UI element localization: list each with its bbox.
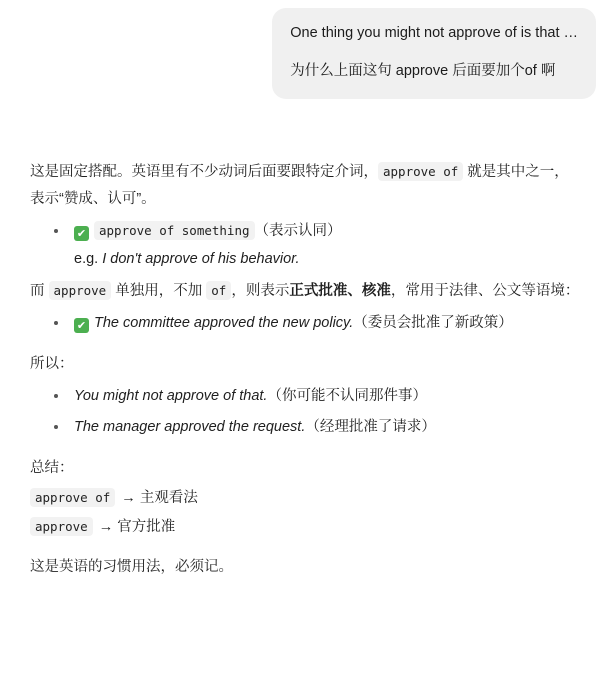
middle-code-of: of xyxy=(206,281,231,300)
summary-text-2: 官方批准 xyxy=(117,519,176,536)
so-heading: 所以： xyxy=(30,356,74,373)
check-icon: ✔ xyxy=(74,226,89,241)
summary-code-approve-of: approve of xyxy=(30,488,115,507)
intro-code-approve-of: approve of xyxy=(378,162,463,181)
summary-row-1 xyxy=(30,484,582,513)
approve-alone-note: （委员会批准了新政策） xyxy=(353,314,513,331)
list-item xyxy=(48,384,582,409)
code-approve-of-something: approve of something xyxy=(94,221,255,240)
list-item-approve-alone xyxy=(48,311,582,336)
so-example-2: The manager approved the request. xyxy=(74,418,306,435)
middle-text-2: 单独用，不加 xyxy=(111,282,207,299)
so-note-1: （你可能不认同那件事） xyxy=(267,388,427,405)
summary-text-1: 主观看法 xyxy=(139,490,198,507)
summary-heading: 总结： xyxy=(30,460,74,477)
approve-of-note: （表示认同） xyxy=(254,222,342,239)
user-message-bubble[interactable] xyxy=(272,8,596,99)
closing-paragraph: 这是英语的习惯用法，必须记。 xyxy=(30,559,233,576)
approve-of-list xyxy=(30,219,582,272)
summary-arrow-2: → xyxy=(98,519,114,536)
middle-text-1: 而 xyxy=(30,282,49,299)
approve-alone-list xyxy=(30,311,582,336)
so-example-1: You might not approve of that. xyxy=(74,388,268,405)
approve-alone-paragraph xyxy=(30,278,582,305)
check-icon: ✔ xyxy=(74,318,89,333)
intro-text-1: 这是固定搭配。英语里有不少动词后面要跟特定介词， xyxy=(30,163,378,180)
middle-text-3: ，则表示 xyxy=(231,282,290,299)
so-list xyxy=(30,384,582,439)
middle-code-approve: approve xyxy=(49,281,112,300)
middle-bold-text: 正式批准、核准 xyxy=(289,282,391,299)
intro-paragraph xyxy=(30,159,582,213)
summary-row-2 xyxy=(30,513,582,542)
intro-text-2: 就是其中之一，表示“赞成、认可”。 xyxy=(30,163,569,207)
summary-code-approve: approve xyxy=(30,517,93,536)
middle-text-4: ，常用于法律、公文等语境： xyxy=(390,282,580,299)
user-message-line-2: 为什么上面这句 approve 后面要加个of 啊 xyxy=(290,63,556,80)
list-item-approve-of xyxy=(48,219,582,272)
example-lead: e.g. xyxy=(74,251,103,268)
user-message-line-1: One thing you might not approve of is that … xyxy=(290,25,578,41)
approve-alone-example: The committee approved the new policy. xyxy=(94,314,354,331)
approve-of-example xyxy=(74,247,582,272)
user-message-row xyxy=(0,0,610,99)
so-note-2: （经理批准了请求） xyxy=(305,418,436,435)
assistant-message xyxy=(0,159,610,581)
example-sentence: I don't approve of his behavior. xyxy=(102,251,300,268)
summary-arrow-1: → xyxy=(121,490,136,507)
list-item xyxy=(48,415,582,440)
